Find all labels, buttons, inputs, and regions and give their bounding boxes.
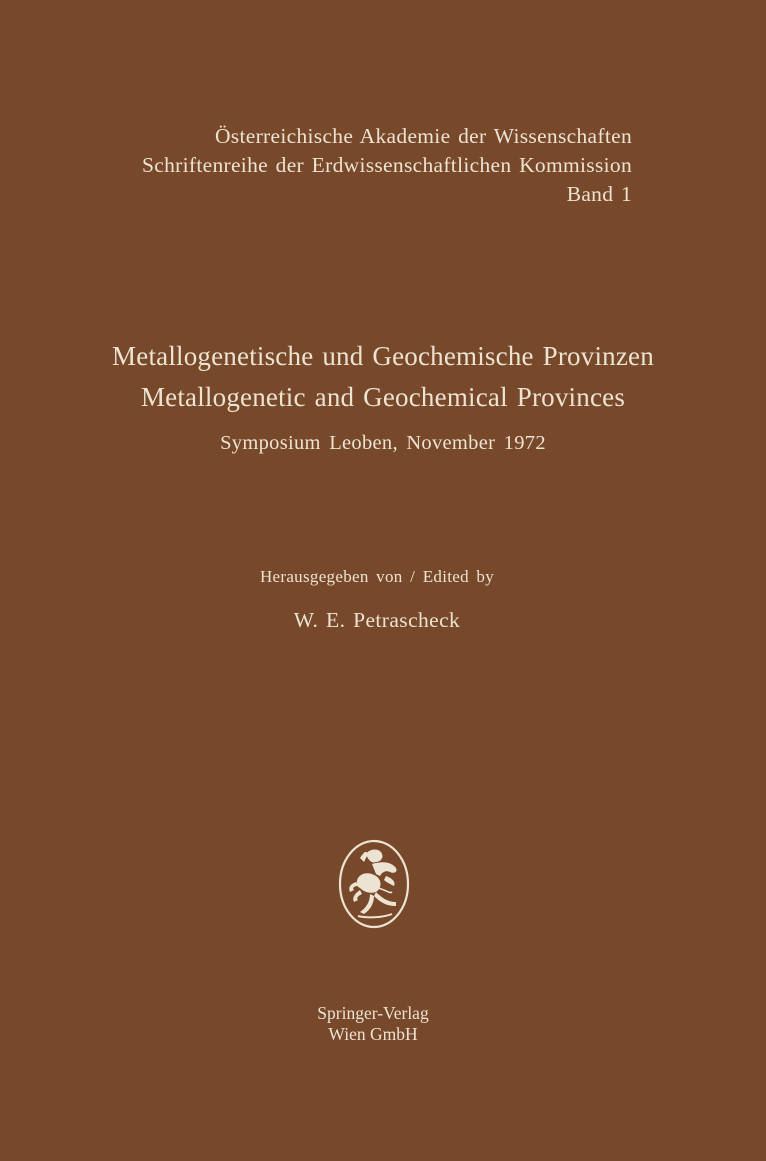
publisher-location: Wien GmbH [328,1024,418,1044]
series-volume: Band 1 [566,182,632,206]
editor-name: W. E. Petrascheck [293,608,461,632]
publisher-name: Springer-Verlag [317,1003,429,1023]
editor-block [0,566,766,634]
edited-by-label: Herausgegeben von / Edited by [259,567,495,586]
publisher-block [0,1003,756,1045]
springer-horse-logo-icon [336,838,412,930]
title-block [0,338,766,456]
symposium-subtitle: Symposium Leoben, November 1972 [220,432,546,454]
series-academy: Österreichische Akademie der Wissenschaften [214,124,632,148]
series-name: Schriftenreihe der Erdwissenschaftlichen Kommission [142,153,632,177]
title-german: Metallogenetische und Geochemische Provinzen [112,341,654,371]
title-english: Metallogenetic and Geochemical Provinces [140,382,626,412]
series-block [142,122,632,209]
